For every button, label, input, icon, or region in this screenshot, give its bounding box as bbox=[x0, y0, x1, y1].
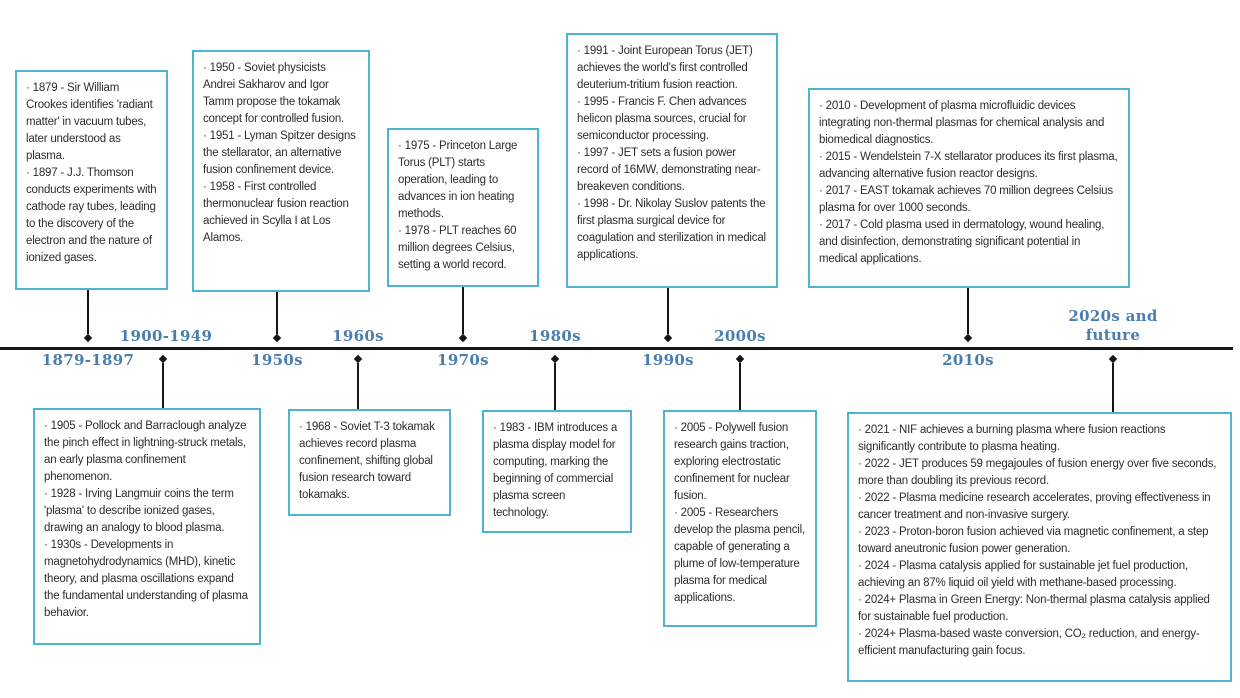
connector-1879-1897 bbox=[87, 290, 89, 334]
connector-1980s bbox=[554, 363, 556, 410]
timeline-marker-2000s bbox=[736, 355, 744, 363]
event-box-1990s bbox=[566, 33, 778, 288]
connector-1900-1949 bbox=[162, 363, 164, 408]
event-item: · 2005 - Researchers develop the plasma pencil, capable of generating a plume of low-temperature plasma for medical applications. bbox=[674, 507, 805, 604]
event-item: · 2017 - EAST tokamak achieves 70 million degrees Celsius plasma for over 1000 seconds. bbox=[819, 185, 1113, 214]
event-box-2010s bbox=[808, 88, 1130, 288]
event-item: · 1879 - Sir William Crookes identifies 'radiant matter' in vacuum tubes, later understood as plasma. bbox=[26, 82, 153, 162]
event-item: · 2022 - JET produces 59 megajoules of fusion energy over five seconds, more than doubling its previous record. bbox=[858, 458, 1217, 487]
timeline-marker-1980s bbox=[551, 355, 559, 363]
period-label-1900-1949: 1900-1949 bbox=[119, 327, 213, 345]
connector-1990s bbox=[667, 288, 669, 334]
event-box-1950s bbox=[192, 50, 370, 292]
event-item: · 1905 - Pollock and Barraclough analyze the pinch effect in lightning-struck metals, an early plasma confinement phenomenon. bbox=[44, 420, 247, 483]
event-item: · 2010 - Development of plasma microfluidic devices integrating non-thermal plasmas for chemical analysis and biomedical diagnostics. bbox=[819, 100, 1105, 146]
event-item: · 2022 - Plasma medicine research accelerates, proving effectiveness in cancer treatment and non-invasive surgery. bbox=[858, 492, 1211, 521]
timeline-marker-1900-1949 bbox=[159, 355, 167, 363]
event-box-1879-1897 bbox=[15, 70, 168, 290]
connector-2000s bbox=[739, 363, 741, 410]
timeline-marker-2020s-and-future bbox=[1109, 355, 1117, 363]
timeline-marker-1950s bbox=[273, 334, 281, 342]
event-item: · 1991 - Joint European Torus (JET) achieves the world's first controlled deuterium-tritium fusion reaction. bbox=[577, 45, 753, 91]
event-box-1970s bbox=[387, 128, 539, 287]
connector-2020s-and-future bbox=[1112, 363, 1114, 412]
timeline-marker-2010s bbox=[964, 334, 972, 342]
event-item: · 1975 - Princeton Large Torus (PLT) starts operation, leading to advances in ion heating methods. bbox=[398, 140, 518, 220]
event-box-1960s bbox=[288, 409, 451, 516]
period-label-2010s: 2010s bbox=[942, 351, 994, 369]
event-item: · 2023 - Proton-boron fusion achieved via magnetic confinement, a step toward aneutronic fusion power generation. bbox=[858, 526, 1209, 555]
timeline-marker-1879-1897 bbox=[84, 334, 92, 342]
event-box-2000s bbox=[663, 410, 817, 627]
event-item: · 1995 - Francis F. Chen advances helicon plasma sources, crucial for semiconductor processing. bbox=[577, 96, 747, 142]
event-item: · 1897 - J.J. Thomson conducts experiments with cathode ray tubes, leading to the discovery of the electron and the nature of ionized gases. bbox=[26, 167, 157, 264]
connector-1960s bbox=[357, 363, 359, 409]
period-label-1960s: 1960s bbox=[332, 327, 384, 345]
period-label-1980s: 1980s bbox=[529, 327, 581, 345]
event-item: · 2024 - Plasma catalysis applied for sustainable jet fuel production, achieving an 87% liquid oil yield with methane-based processing. bbox=[858, 560, 1188, 589]
event-item: · 2015 - Wendelstein 7-X stellarator produces its first plasma, advancing alternative fusion reactor designs. bbox=[819, 151, 1118, 180]
period-label-2000s: 2000s bbox=[714, 327, 766, 345]
event-item: · 2024+ Plasma in Green Energy: Non-thermal plasma catalysis applied for sustainable fuel production. bbox=[858, 594, 1210, 623]
event-item: · 1997 - JET sets a fusion power record of 16MW, demonstrating near-breakeven conditions. bbox=[577, 147, 761, 193]
connector-2010s bbox=[967, 288, 969, 334]
event-item: · 1950 - Soviet physicists Andrei Sakharov and Igor Tamm propose the tokamak concept for controlled fusion. bbox=[203, 62, 345, 125]
event-item: · 2017 - Cold plasma used in dermatology, wound healing, and disinfection, demonstrating significant potential in medical applications. bbox=[819, 219, 1105, 265]
timeline-marker-1990s bbox=[664, 334, 672, 342]
event-item: · 1978 - PLT reaches 60 million degrees Celsius, setting a world record. bbox=[398, 225, 517, 271]
timeline-marker-1970s bbox=[459, 334, 467, 342]
event-box-2020s-and-future bbox=[847, 412, 1232, 682]
period-label-1950s: 1950s bbox=[251, 351, 303, 369]
event-item: · 1930s - Developments in magnetohydrodynamics (MHD), kinetic theory, and plasma oscillations expand the fundamental understanding of plasma behavior. bbox=[44, 539, 248, 619]
period-label-2020s-and-future: 2020s and future bbox=[1068, 307, 1158, 344]
connector-1970s bbox=[462, 287, 464, 334]
timeline-marker-1960s bbox=[354, 355, 362, 363]
event-item: · 2021 - NIF achieves a burning plasma where fusion reactions significantly contribute to plasma heating. bbox=[858, 424, 1166, 453]
event-item: · 2024+ Plasma-based waste conversion, CO₂ reduction, and energy-efficient manufacturing gain focus. bbox=[858, 628, 1200, 657]
event-box-1900-1949 bbox=[33, 408, 261, 645]
event-item: · 1983 - IBM introduces a plasma display model for computing, marking the beginning of commercial plasma screen technology. bbox=[493, 422, 618, 519]
event-box-1980s bbox=[482, 410, 632, 533]
event-item: · 2005 - Polywell fusion research gains traction, exploring electrostatic confinement for nuclear fusion. bbox=[674, 422, 790, 502]
period-label-1970s: 1970s bbox=[437, 351, 489, 369]
connector-1950s bbox=[276, 292, 278, 334]
timeline-axis bbox=[0, 347, 1233, 350]
event-item: · 1928 - Irving Langmuir coins the term 'plasma' to describe ionized gases, drawing an analogy to blood plasma. bbox=[44, 488, 234, 534]
event-item: · 1951 - Lyman Spitzer designs the stellarator, an alternative fusion confinement device. bbox=[203, 130, 356, 176]
period-label-1879-1897: 1879-1897 bbox=[41, 351, 135, 369]
event-item: · 1968 - Soviet T-3 tokamak achieves record plasma confinement, shifting global fusion research toward tokamaks. bbox=[299, 421, 435, 501]
period-label-1990s: 1990s bbox=[642, 351, 694, 369]
event-item: · 1998 - Dr. Nikolay Suslov patents the first plasma surgical device for coagulation and sterilization in medical applications. bbox=[577, 198, 766, 261]
event-item: · 1958 - First controlled thermonuclear fusion reaction achieved in Scylla I at Los Alamos. bbox=[203, 181, 349, 244]
